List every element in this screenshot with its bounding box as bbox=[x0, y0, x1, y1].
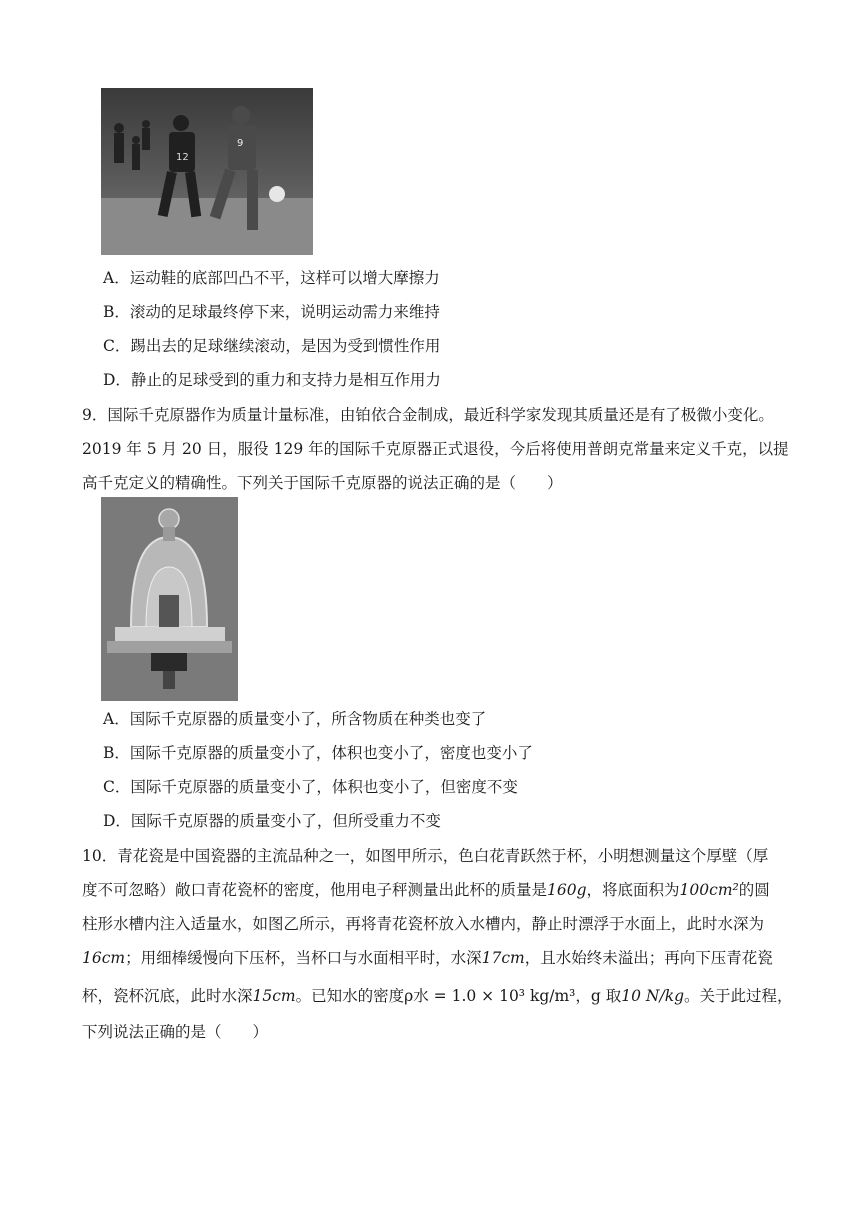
kilogram-prototype-image bbox=[101, 497, 238, 701]
mass-value: 160g bbox=[547, 881, 587, 899]
svg-text:12: 12 bbox=[176, 152, 189, 163]
q10-text: 。关于此过程， bbox=[684, 987, 793, 1005]
q9-option-b: B．国际千克原器的质量变小了，体积也变小了，密度也变小了 bbox=[103, 744, 533, 762]
q9-option-d: D．国际千克原器的质量变小了，但所受重力不变 bbox=[103, 812, 441, 830]
q10-text: ，且水始终未溢出；再向下压青花瓷 bbox=[524, 949, 773, 967]
q10-stem-line-3: 柱形水槽内注入适量水，如图乙所示，再将青花瓷杯放入水槽内，静止时漂浮于水面上，此时水深为 bbox=[82, 915, 765, 933]
svg-text:9: 9 bbox=[237, 138, 244, 149]
q10-text: ，将底面积为 bbox=[586, 881, 680, 899]
depth-2-value: 17cm bbox=[481, 949, 525, 967]
q10-text: 。已知水的密度 bbox=[295, 987, 405, 1005]
q10-text: ；用细棒缓慢向下压杯，当杯口与水面相平时，水深 bbox=[125, 949, 482, 967]
area-value: 100cm² bbox=[679, 881, 739, 899]
q9-stem-line-3: 高千克定义的精确性。下列关于国际千克原器的说法正确的是（ ） bbox=[82, 474, 563, 492]
q9-stem-line-2: 2019 年 5 月 20 日，服役 129 年的国际千克原器正式退役，今后将使用普朗克常量来定义千克，以提 bbox=[82, 440, 789, 458]
q10-stem-line-2 bbox=[82, 880, 770, 900]
q10-text: ，g 取 bbox=[575, 987, 622, 1005]
q8-option-c: C．踢出去的足球继续滚动，是因为受到惯性作用 bbox=[103, 337, 441, 355]
q9-stem-line-1: 9．国际千克原器作为质量计量标准，由铂依合金制成，最近科学家发现其质量还是有了极微小变化。 bbox=[82, 406, 774, 424]
q10-stem-line-1: 10．青花瓷是中国瓷器的主流品种之一，如图甲所示，色白花青跃然于杯，小明想测量这个厚壁（厚 bbox=[82, 847, 769, 865]
q9-option-c: C．国际千克原器的质量变小了，体积也变小了，但密度不变 bbox=[103, 778, 518, 796]
q8-option-b: B．滚动的足球最终停下来，说明运动需力来维持 bbox=[103, 303, 440, 321]
q8-option-a: A．运动鞋的底部凹凸不平，这样可以增大摩擦力 bbox=[103, 269, 440, 287]
depth-3-value: 15cm bbox=[252, 987, 296, 1005]
depth-1-value: 16cm bbox=[82, 949, 126, 967]
q8-option-d: D．静止的足球受到的重力和支持力是相互作用力 bbox=[103, 371, 441, 389]
q10-stem-line-4 bbox=[82, 948, 773, 968]
soccer-photo bbox=[101, 88, 313, 255]
kilogram-prototype-photo bbox=[101, 497, 238, 701]
q10-stem-line-5 bbox=[82, 986, 793, 1006]
q9-option-a: A．国际千克原器的质量变小了，所含物质在种类也变了 bbox=[103, 710, 487, 728]
q10-stem-line-6: 下列说法正确的是（ ） bbox=[82, 1023, 269, 1041]
q10-text: 的圆 bbox=[738, 881, 770, 899]
gravity-value: 10 N/kg bbox=[621, 987, 685, 1005]
water-density-formula: ρ水 = 1.0 × 10³ kg/m³ bbox=[404, 987, 576, 1005]
soccer-photo-image bbox=[101, 88, 313, 255]
q10-text: 杯，瓷杯沉底，此时水深 bbox=[82, 987, 253, 1005]
q10-text: 度不可忽略）敞口青花瓷杯的密度，他用电子秤测量出此杯的质量是 bbox=[82, 881, 548, 899]
